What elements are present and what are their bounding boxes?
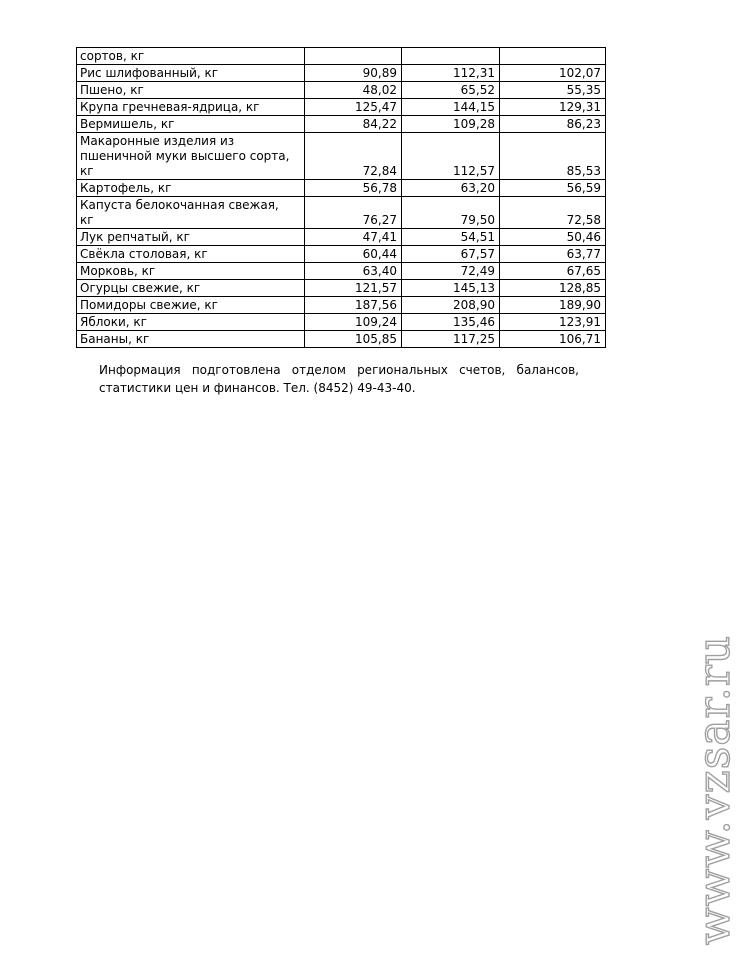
price-cell-2: 144,15	[402, 99, 500, 116]
table-row	[77, 297, 606, 314]
price-cell-2: 135,46	[402, 314, 500, 331]
price-cell-1: 72,84	[305, 133, 402, 180]
product-name-cell: Капуста белокочанная свежая, кг	[77, 197, 305, 229]
price-cell-1: 47,41	[305, 229, 402, 246]
product-name-cell: Помидоры свежие, кг	[77, 297, 305, 314]
table-row	[77, 82, 606, 99]
price-cell-1	[305, 48, 402, 65]
price-cell-3: 72,58	[500, 197, 606, 229]
product-name-cell: Огурцы свежие, кг	[77, 280, 305, 297]
table-row	[77, 48, 606, 65]
table-row	[77, 331, 606, 348]
price-cell-2	[402, 48, 500, 65]
price-cell-1: 121,57	[305, 280, 402, 297]
price-cell-2: 208,90	[402, 297, 500, 314]
price-cell-1: 63,40	[305, 263, 402, 280]
product-name-cell: Морковь, кг	[77, 263, 305, 280]
price-cell-3: 123,91	[500, 314, 606, 331]
price-cell-3: 56,59	[500, 180, 606, 197]
product-name-cell: Свёкла столовая, кг	[77, 246, 305, 263]
price-table	[76, 47, 606, 348]
price-cell-2: 79,50	[402, 197, 500, 229]
price-cell-3	[500, 48, 606, 65]
price-cell-1: 125,47	[305, 99, 402, 116]
price-cell-2: 112,31	[402, 65, 500, 82]
table-row	[77, 180, 606, 197]
price-cell-3: 102,07	[500, 65, 606, 82]
price-cell-2: 112,57	[402, 133, 500, 180]
price-cell-3: 63,77	[500, 246, 606, 263]
price-cell-1: 76,27	[305, 197, 402, 229]
price-cell-2: 63,20	[402, 180, 500, 197]
table-row	[77, 197, 606, 229]
product-name-cell: Картофель, кг	[77, 180, 305, 197]
price-cell-3: 129,31	[500, 99, 606, 116]
table-row	[77, 133, 606, 180]
price-cell-2: 72,49	[402, 263, 500, 280]
product-name-cell: Макаронные изделия из пшеничной муки высшего сорта, кг	[77, 133, 305, 180]
table-row	[77, 65, 606, 82]
product-name-cell: Рис шлифованный, кг	[77, 65, 305, 82]
price-cell-3: 50,46	[500, 229, 606, 246]
price-cell-1: 187,56	[305, 297, 402, 314]
price-cell-2: 145,13	[402, 280, 500, 297]
price-cell-2: 65,52	[402, 82, 500, 99]
table-row	[77, 314, 606, 331]
table-row	[77, 246, 606, 263]
table-row	[77, 229, 606, 246]
price-cell-1: 84,22	[305, 116, 402, 133]
price-cell-3: 85,53	[500, 133, 606, 180]
site-watermark: www.vzsar.ru	[689, 634, 740, 946]
product-name-cell: Яблоки, кг	[77, 314, 305, 331]
price-cell-2: 117,25	[402, 331, 500, 348]
price-cell-2: 67,57	[402, 246, 500, 263]
price-cell-3: 67,65	[500, 263, 606, 280]
price-cell-3: 106,71	[500, 331, 606, 348]
table-row	[77, 280, 606, 297]
product-name-cell: Вермишель, кг	[77, 116, 305, 133]
price-cell-1: 109,24	[305, 314, 402, 331]
price-cell-3: 55,35	[500, 82, 606, 99]
price-cell-3: 189,90	[500, 297, 606, 314]
table-row	[77, 263, 606, 280]
price-table-body	[77, 48, 606, 348]
product-name-cell: Бананы, кг	[77, 331, 305, 348]
price-cell-2: 54,51	[402, 229, 500, 246]
price-cell-3: 128,85	[500, 280, 606, 297]
info-note: Информация подготовлена отделом региональных счетов, балансов, статистики цен и финансов. Тел. (8452) 49-43-40.	[99, 363, 579, 395]
table-row	[77, 116, 606, 133]
product-name-cell: сортов, кг	[77, 48, 305, 65]
price-cell-1: 105,85	[305, 331, 402, 348]
price-cell-1: 56,78	[305, 180, 402, 197]
price-cell-1: 90,89	[305, 65, 402, 82]
product-name-cell: Пшено, кг	[77, 82, 305, 99]
price-cell-2: 109,28	[402, 116, 500, 133]
price-cell-1: 48,02	[305, 82, 402, 99]
product-name-cell: Крупа гречневая-ядрица, кг	[77, 99, 305, 116]
table-row	[77, 99, 606, 116]
price-cell-1: 60,44	[305, 246, 402, 263]
price-cell-3: 86,23	[500, 116, 606, 133]
product-name-cell: Лук репчатый, кг	[77, 229, 305, 246]
